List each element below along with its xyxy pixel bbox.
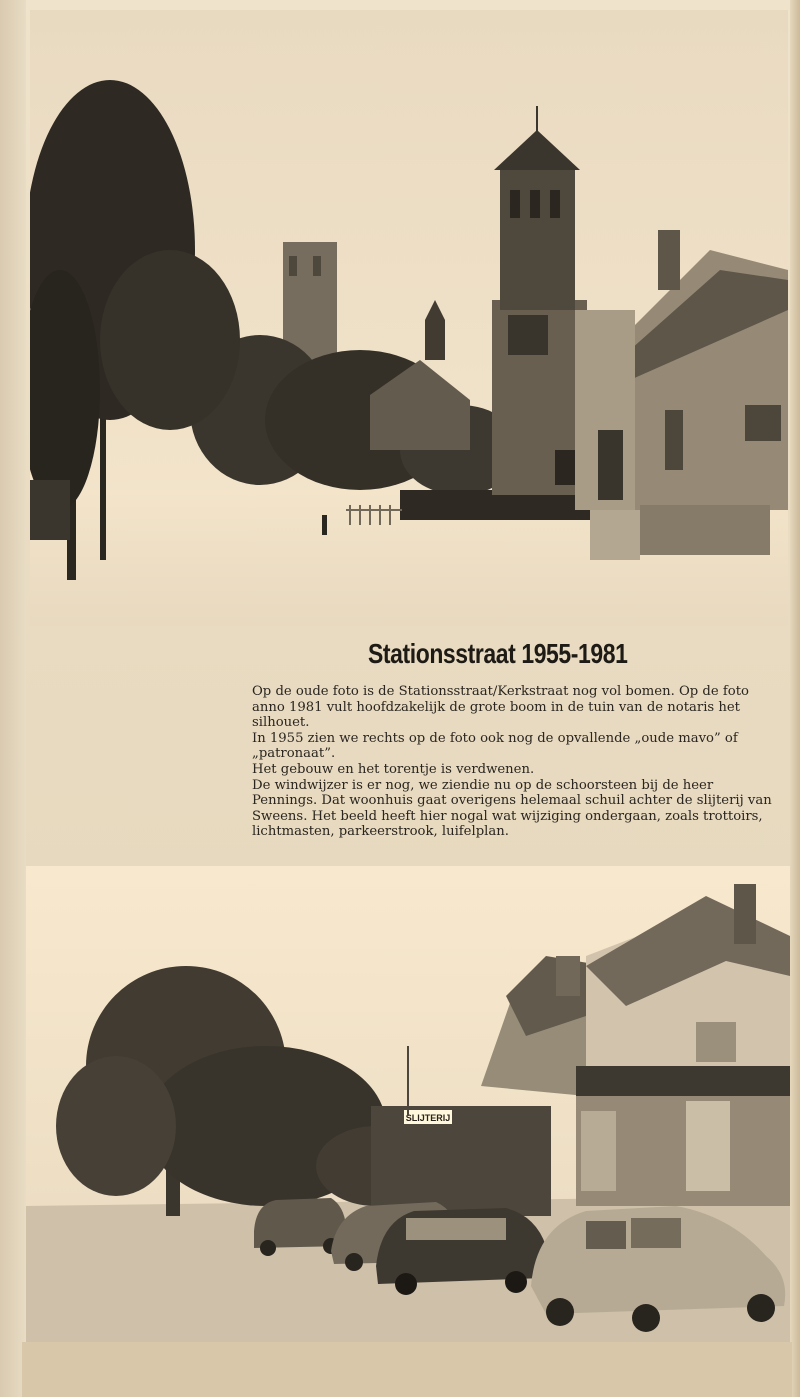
article-headline: Stationsstraat 1955-1981 xyxy=(368,638,628,669)
paper-edge xyxy=(0,0,26,1397)
article-paragraph: In 1955 zien we rechts op de foto ook nog de opvallende „oude mavo” of „patronaat”. xyxy=(252,730,738,762)
article-paragraph: De windwijzer is er nog, we ziendie nu op de schoorsteen bij de heer Pennings. Dat woonhuis gaat overigens helemaal schuil achter de slijterij van Sweens. Het beeld heeft hier nogal wat wijziging ondergaan, zoals trottoirs, lichtmasten, parkeerstrook, luifelplan. xyxy=(252,777,772,840)
photo-1981-image xyxy=(26,866,790,1342)
photo-1955-image xyxy=(30,10,788,626)
shop-sign-text: SLIJTERIJ xyxy=(405,1113,451,1123)
photo-1981 xyxy=(26,866,790,1342)
article-paragraph: Op de oude foto is de Stationsstraat/Kerkstraat nog vol bomen. Op de foto anno 1981 vult hoofdzakelijk de grote boom in de tuin van de notaris het silhouet. xyxy=(252,684,749,731)
paper-bottom xyxy=(22,1342,792,1397)
article-body xyxy=(252,684,782,840)
photo-1955 xyxy=(30,10,788,626)
paper-edge xyxy=(790,0,800,1397)
article-paragraph: Het gebouw en het torentje is verdwenen. xyxy=(252,761,535,777)
